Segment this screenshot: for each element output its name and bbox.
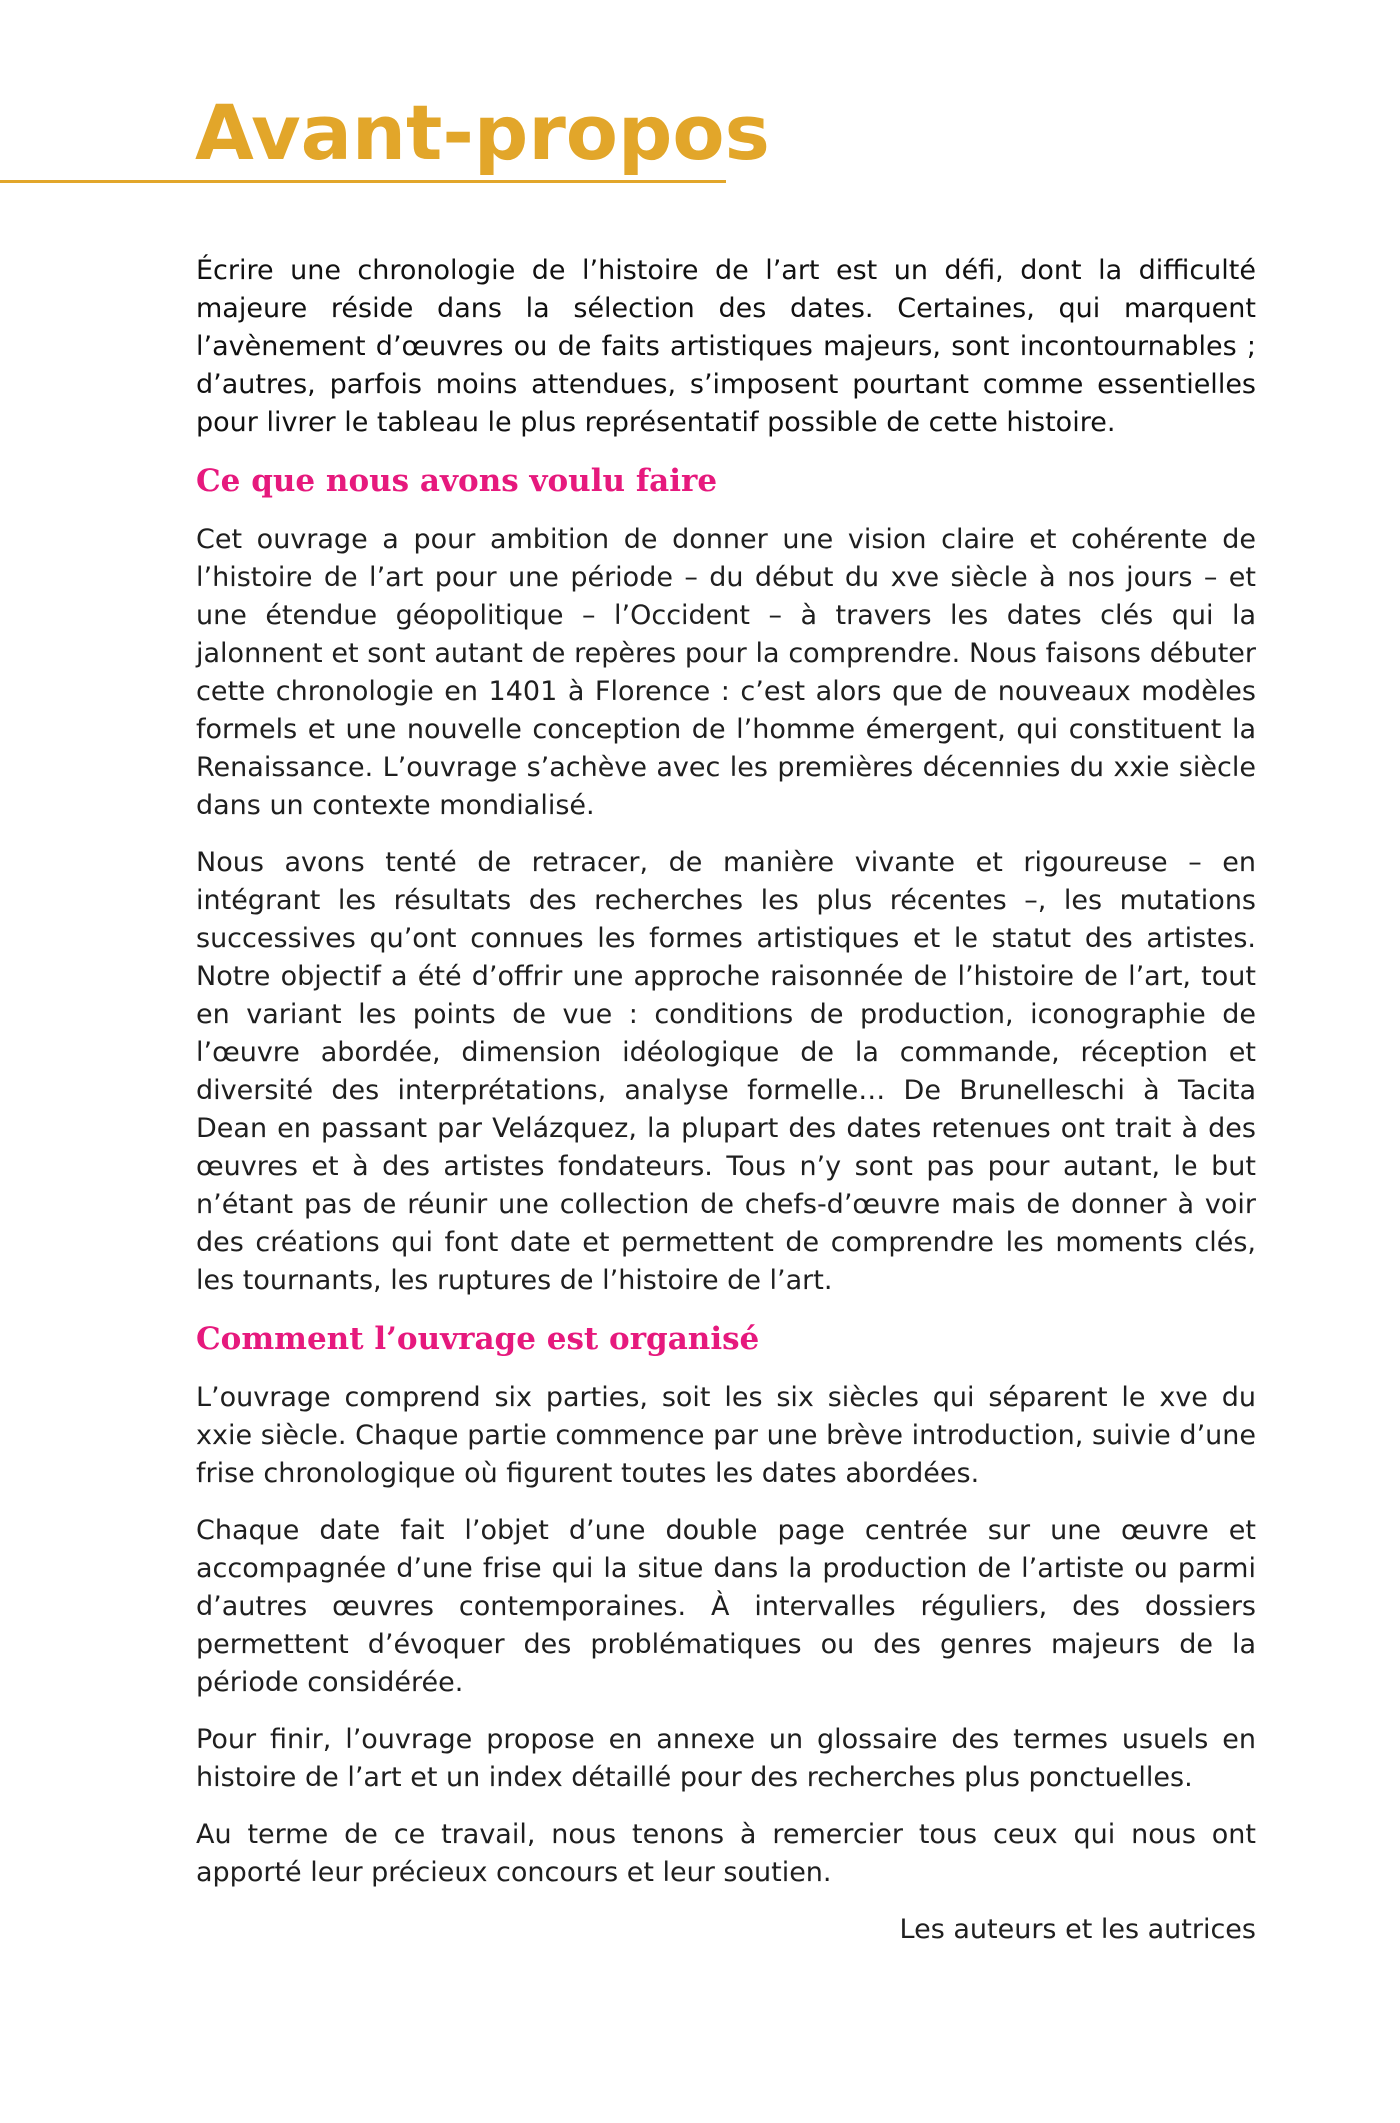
- section2-paragraph-1: L’ouvrage comprend six parties, soit les six siècles qui séparent le xve du xxie siècle. Chaque partie commence par une brève introduction, suivie d’une frise chronologique où figurent toutes les dates abordées.: [196, 1382, 1256, 1489]
- section2-paragraph-2: Chaque date fait l’objet d’une double page centrée sur une œuvre et accompagnée d’une frise qui la situe dans la production de l’artiste ou parmi d’autres œuvres contemporaines. À intervalles réguliers, des dossiers permettent d’évoquer des problématiques ou des genres majeurs de la période considérée.: [196, 1515, 1256, 1698]
- signature: Les auteurs et les autrices: [899, 1914, 1256, 1945]
- section-heading-ce-que-nous-avons-voulu-faire: Ce que nous avons voulu faire: [196, 463, 718, 499]
- section2-paragraph-3: Pour finir, l’ouvrage propose en annexe un glossaire des termes usuels en histoire de l’art et un index détaillé pour des recherches plus ponctuelles.: [196, 1724, 1256, 1793]
- intro-paragraph: Écrire une chronologie de l’histoire de l’art est un défi, dont la difficulté majeure réside dans la sélection des dates. Certaines, qui marquent l’avènement d’œuvres ou de faits artistiques majeurs, sont incontournables ; d’autres, parfois moins attendues, s’imposent pourtant comme essentielles pour livrer le tableau le plus représentatif possible de cette histoire.: [196, 255, 1256, 438]
- title-underline-rule: [0, 180, 726, 183]
- title-block: [0, 88, 770, 184]
- section1-paragraph-2: Nous avons tenté de retracer, de manière vivante et rigoureuse – en intégrant les résultats des recherches les plus récentes –, les mutations successives qu’ont connues les formes artistiques et le statut des artistes. Notre objectif a été d’offrir une approche raisonnée de l’histoire de l’art, tout en variant les points de vue : conditions de production, iconographie de l’œuvre abordée, dimension idéologique de la commande, réception et diversité des interprétations, analyse formelle… De Brunelleschi à Tacita Dean en passant par Velázquez, la plupart des dates retenues ont trait à des œuvres et à des artistes fondateurs. Tous n’y sont pas pour autant, le but n’étant pas de réunir une collection de chefs-d’œuvre mais de donner à voir des créations qui font date et permettent de comprendre les moments clés, les tournants, les ruptures de l’histoire de l’art.: [196, 847, 1256, 1296]
- section1-paragraph-1: Cet ouvrage a pour ambition de donner une vision claire et cohérente de l’histoire de l’art pour une période – du début du xve siècle à nos jours – et une étendue géopolitique – l’Occident – à travers les dates clés qui la jalonnent et sont autant de repères pour la comprendre. Nous faisons débuter cette chronologie en 1401 à Florence : c’est alors que de nouveaux modèles formels et une nouvelle conception de l’homme émergent, qui constituent la Renaissance. L’ouvrage s’achève avec les premières décennies du xxie siècle dans un contexte mondialisé.: [196, 524, 1256, 821]
- section-heading-comment-l-ouvrage-est-organise: Comment l’ouvrage est organisé: [196, 1321, 760, 1357]
- body-text: [196, 252, 1256, 1949]
- section2-paragraph-4: Au terme de ce travail, nous tenons à remercier tous ceux qui nous ont apporté leur précieux concours et leur soutien.: [196, 1819, 1256, 1888]
- page-title: Avant-propos: [195, 88, 770, 177]
